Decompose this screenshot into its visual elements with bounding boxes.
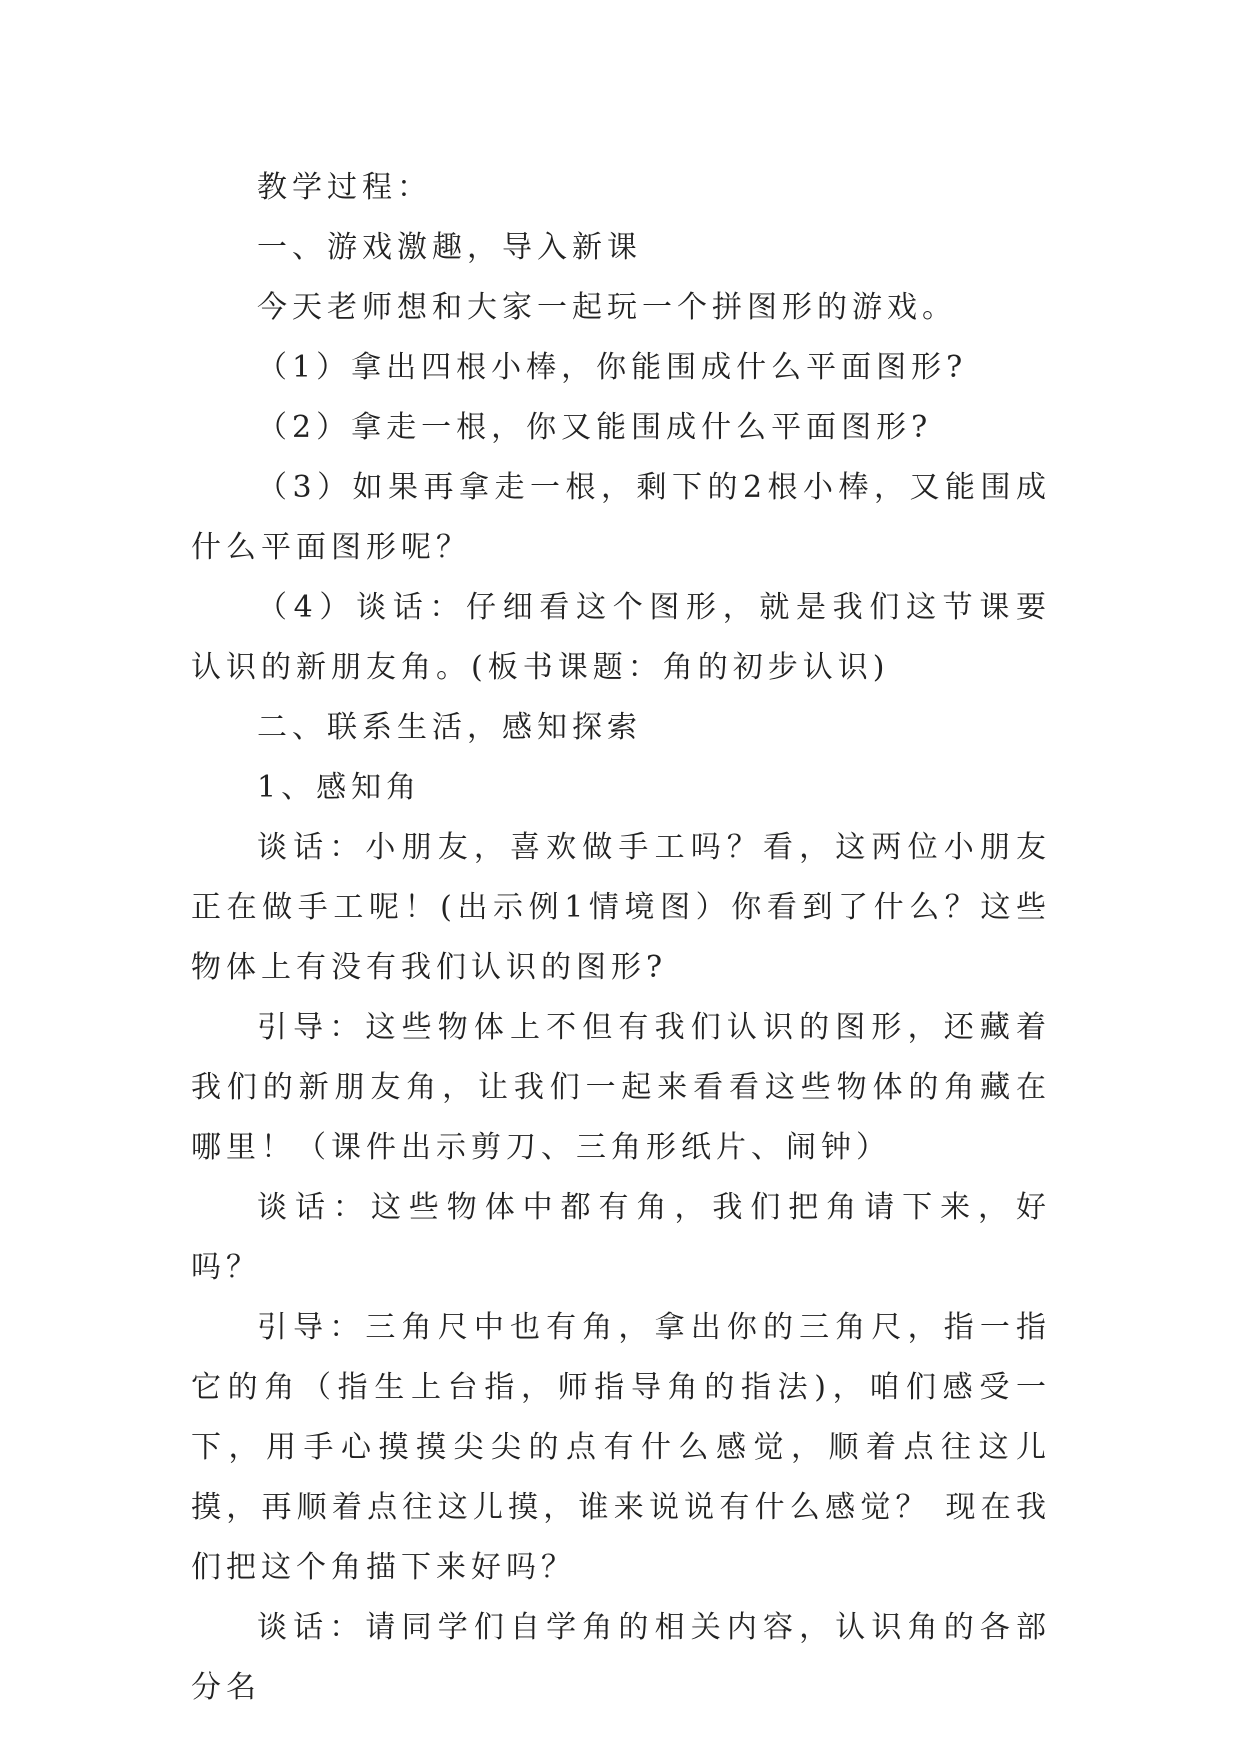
paragraph-guide-2: 引导：三角尺中也有角，拿出你的三角尺，指一指它的角（指生上台指，师指导角的指法)，咱们感受一下，用手心摸摸尖尖的点有什么感觉，顺着点往这儿摸，再顺着点往这儿摸，谁来说说有什么感觉？ 现在我们把这个角描下来好吗？ (191, 1310, 1051, 1585)
paragraph-step-1: （1）拿出四根小棒，你能围成什么平面图形? (257, 350, 968, 385)
paragraph-step-2: （2）拿走一根，你又能围成什么平面图形? (257, 410, 933, 445)
document-page (191, 158, 1051, 1718)
paragraph-intro: 今天老师想和大家一起玩一个拼图形的游戏。 (257, 290, 957, 325)
paragraph-talk-2: 谈话：这些物体中都有角，我们把角请下来，好吗？ (191, 1190, 1051, 1285)
paragraph-teaching-process-heading: 教学过程： (257, 170, 432, 205)
paragraph-talk-1: 谈话：小朋友，喜欢做手工吗？看，这两位小朋友正在做手工呢！(出示例1情境图）你看到了什么？这些物体上有没有我们认识的图形? (191, 830, 1051, 985)
section-heading-1: 一、游戏激趣，导入新课 (257, 230, 642, 265)
subsection-heading-1: 1、感知角 (257, 770, 422, 805)
section-heading-2: 二、联系生活，感知探索 (257, 710, 642, 745)
paragraph-step-4: （4）谈话：仔细看这个图形，就是我们这节课要认识的新朋友角。(板书课题：角的初步认识) (191, 590, 1051, 685)
paragraph-guide-1: 引导：这些物体上不但有我们认识的图形，还藏着我们的新朋友角，让我们一起来看看这些物体的角藏在哪里！（课件出示剪刀、三角形纸片、闹钟） (191, 1010, 1051, 1165)
paragraph-talk-3: 谈话：请同学们自学角的相关内容，认识角的各部分名 (191, 1610, 1051, 1705)
paragraph-step-3: （3）如果再拿走一根，剩下的2根小棒，又能围成什么平面图形呢？ (191, 470, 1051, 565)
